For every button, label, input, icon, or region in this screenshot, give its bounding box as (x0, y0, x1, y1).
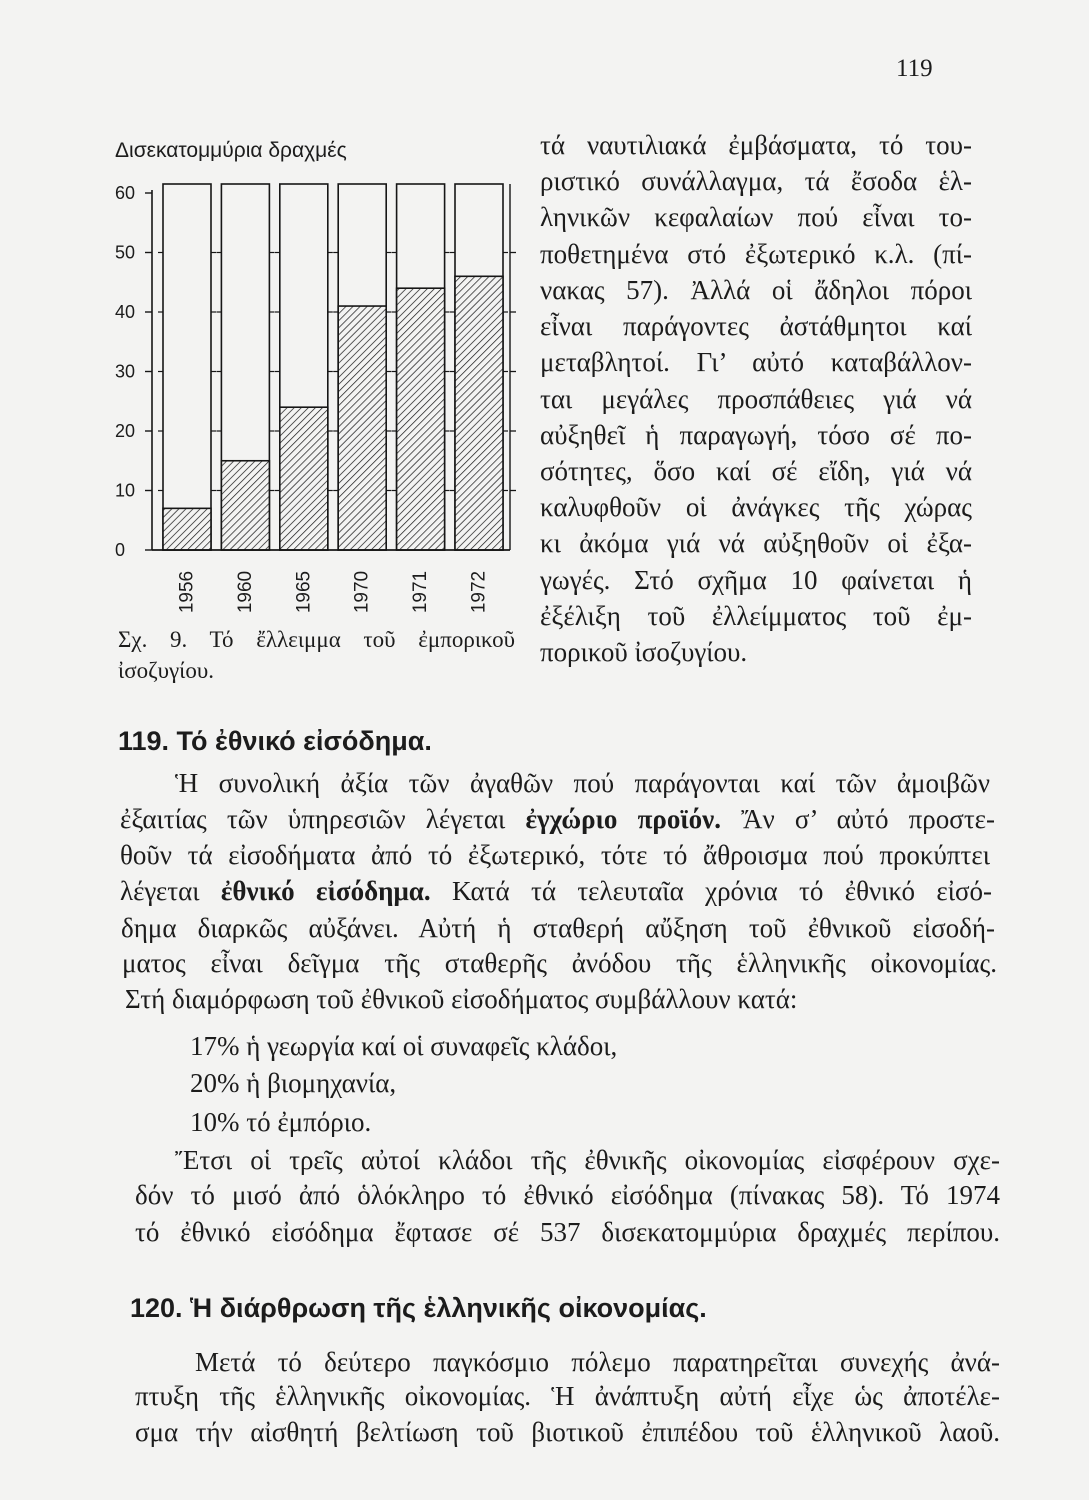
line-text: λέγεται (120, 876, 221, 906)
text-line: εἶναι παράγοντες ἀστάθμητοι καί (540, 311, 972, 341)
paragraph-line: πτυξη τῆς ἑλληνικῆς οἰκονομίας. Ἡ ἀνάπτυξη αὐτή εἶχε ὡς ἀποτέλε- (135, 1381, 1000, 1411)
paragraph-line (120, 804, 995, 834)
text-line: τά ναυτιλιακά ἐμβάσματα, τό του- (540, 130, 972, 160)
y-tick-label: 30 (115, 361, 136, 382)
paragraph-line: Ἔτσι οἱ τρεῖς αὐτοί κλάδοι τῆς ἐθνικῆς οἰκονομίας εἰσφέρουν σχε- (175, 1145, 1000, 1175)
x-tick-label-1965: 1965 (293, 570, 315, 614)
line-text: Ἄν σ’ αὐτό προστε- (721, 804, 995, 834)
y-tick-label: 10 (115, 480, 136, 501)
bar-1970 (338, 306, 386, 550)
x-tick-label-1972: 1972 (468, 570, 490, 614)
bold-term: ἐγχώριο προϊόν. (525, 804, 721, 834)
text-line: καλυφθοῦν οἱ ἀνάγκες τῆς χώρας (540, 492, 972, 522)
x-tick-label-1970: 1970 (351, 570, 373, 614)
paragraph-line: δόν τό μισό ἀπό ὁλόκληρο τό ἐθνικό εἰσόδημα (πίνακας 58). Τό 1974 (135, 1180, 1000, 1210)
x-tick-label-1971: 1971 (410, 570, 432, 614)
paragraph-line: θοῦν τά εἰσοδήματα ἀπό τό ἐξωτερικό, τότε τό ἄθροισμα πού προκύπτει (120, 840, 990, 870)
text-line: ληνικῶν κεφαλαίων πού εἶναι το- (540, 202, 972, 232)
text-line: σότητες, ὅσο καί σέ εἴδη, γιά νά (540, 456, 972, 486)
x-tick-label-1956: 1956 (176, 570, 198, 614)
contribution-item: 20% ἡ βιομηχανία, (190, 1068, 397, 1098)
y-tick-label: 20 (115, 421, 136, 441)
text-line: ἐξέλιξη τοῦ ἐλλείμματος τοῦ ἐμ- (540, 601, 972, 631)
figure-caption-line: Σχ. 9. Τό ἔλλειμμα τοῦ ἐμπορικοῦ (118, 627, 515, 652)
section-heading: 119. Τό ἐθνικό εἰσόδημα. (118, 726, 432, 756)
y-tick-label: 0 (115, 540, 126, 560)
line-text: ἐξαιτίας τῶν ὑπηρεσιῶν λέγεται (120, 804, 526, 834)
figure-caption-line: ἰσοζυγίου. (118, 658, 214, 683)
bar-1965 (280, 407, 328, 550)
y-tick-label: 60 (115, 183, 136, 203)
text-line: ποθετημένα στό ἐξωτερικό κ.λ. (πί- (540, 239, 972, 269)
paragraph-line: τό ἐθνικό εἰσόδημα ἔφτασε σέ 537 δισεκατομμύρια δραχμές περίπου. (135, 1217, 1000, 1247)
text-line: ριστικό συνάλλαγμα, τά ἔσοδα ἑλ- (540, 166, 972, 196)
y-tick-label: 50 (115, 242, 136, 263)
text-line: ται μεγάλες προσπάθειες γιά νά (540, 384, 972, 414)
page-number: 119 (896, 55, 933, 82)
x-tick-label-1960: 1960 (234, 570, 256, 614)
text-line: νακας 57). Ἀλλά οἱ ἄδηλοι πόροι (540, 275, 972, 305)
text-line: γωγές. Στό σχῆμα 10 φαίνεται ἡ (540, 565, 972, 595)
paragraph-line: ματος εἶναι δεῖγμα τῆς σταθερῆς ἀνόδου τῆς ἑλληνικῆς οἰκονομίας. (122, 948, 997, 978)
y-axis-title: Δισεκατομμύρια δραχμές (115, 139, 347, 162)
paragraph-line: Στή διαμόρφωση τοῦ ἐθνικοῦ εἰσοδήματος συμβάλλουν κατά: (125, 984, 798, 1014)
y-tick-label: 40 (115, 302, 136, 322)
line-text: Κατά τά τελευταῖα χρόνια τό ἐθνικό εἰσό- (430, 876, 993, 906)
contribution-item: 17% ἡ γεωργία καί οἱ συναφεῖς κλάδοι, (190, 1031, 618, 1061)
paragraph-line: Ἡ συνολική ἀξία τῶν ἀγαθῶν πού παράγονται καί τῶν ἀμοιβῶν (175, 768, 990, 798)
paragraph-line (120, 876, 992, 906)
bar-1960 (221, 461, 269, 550)
section-heading: 120. Ἡ διάρθρωση τῆς ἑλληνικῆς οἰκονομίας. (130, 1293, 707, 1323)
contribution-item: 10% τό ἐμπόριο. (190, 1107, 372, 1137)
bar-frame (163, 184, 211, 550)
text-line: μεταβλητοί. Γι’ αὐτό καταβάλλον- (540, 347, 972, 377)
trade-deficit-chart (100, 170, 530, 625)
paragraph-line: σμα τήν αἰσθητή βελτίωση τοῦ βιοτικοῦ ἐπιπέδου τοῦ ἑλληνικοῦ λαοῦ. (135, 1417, 1000, 1447)
paragraph-line: δημα διαρκῶς αὐξάνει. Αὐτή ἡ σταθερή αὔξηση τοῦ ἐθνικοῦ εἰσοδή- (121, 913, 995, 943)
text-line: κι ἀκόμα γιά νά αὐξηθοῦν οἱ ἐξα- (540, 528, 972, 558)
bar-1956 (163, 508, 211, 550)
text-line: αὐξηθεῖ ἡ παραγωγή, τόσο σέ πο- (540, 420, 972, 450)
bold-term: ἐθνικό εἰσόδημα. (220, 876, 431, 906)
bar-1971 (397, 288, 445, 550)
paragraph-line: Μετά τό δεύτερο παγκόσμιο πόλεμο παρατηρεῖται συνεχής ἀνά- (195, 1347, 1000, 1377)
bar-1972 (455, 276, 503, 550)
text-line: πορικοῦ ἰσοζυγίου. (540, 637, 748, 667)
